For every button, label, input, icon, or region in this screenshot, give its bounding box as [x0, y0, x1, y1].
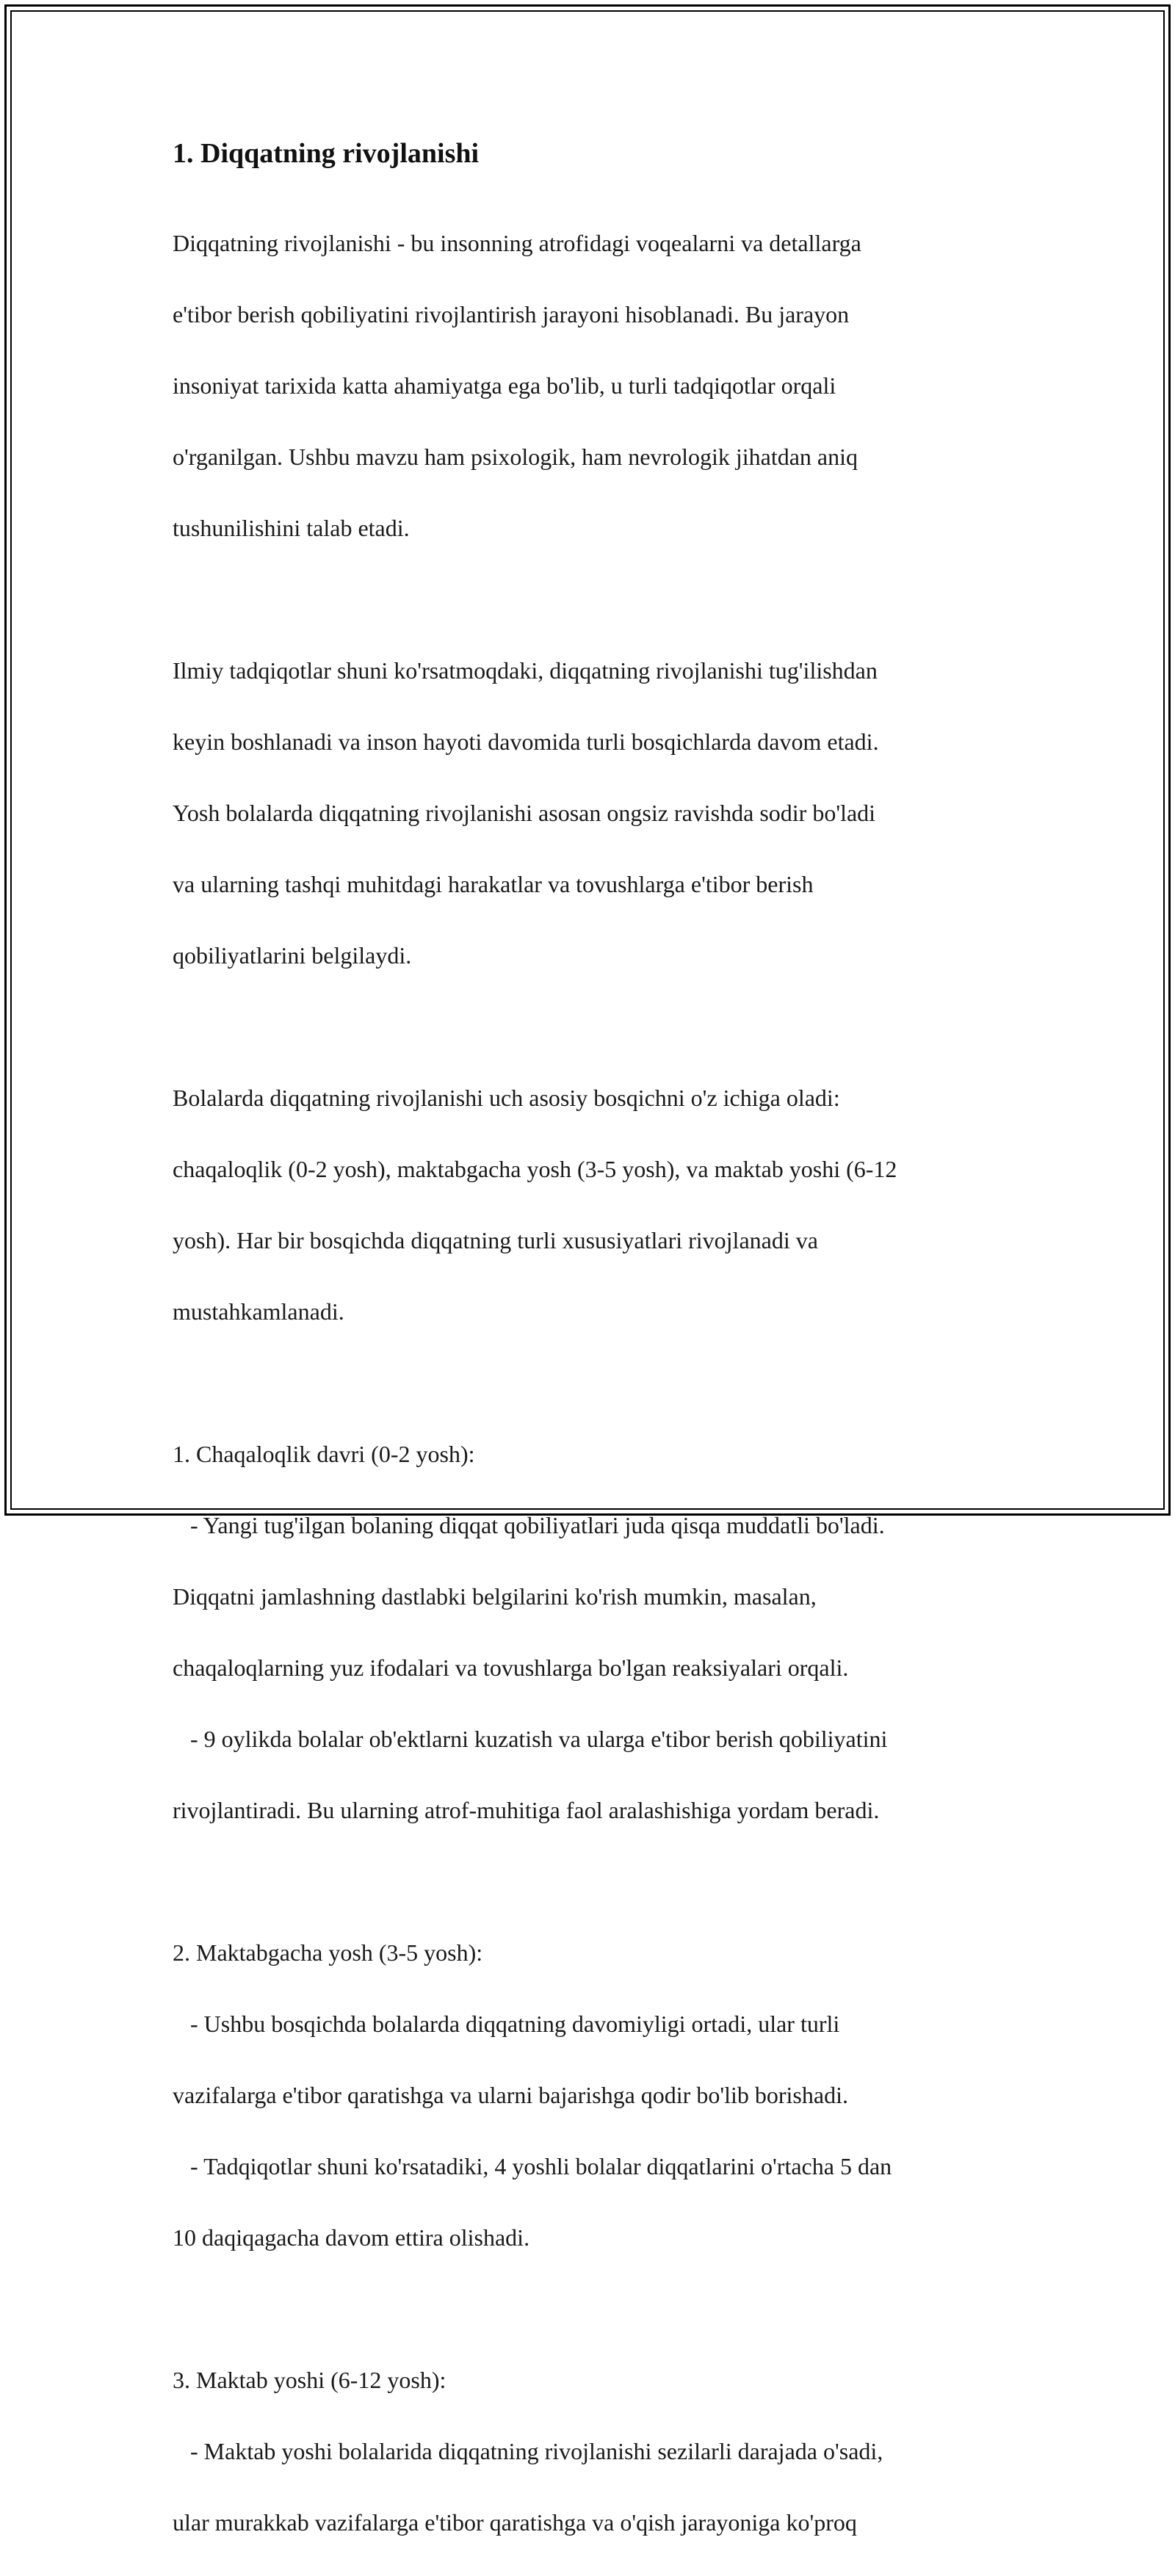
text-line: 10 daqiqagacha davom ettira olishadi. — [173, 2224, 530, 2251]
section-heading: 1. Diqqatning rivojlanishi — [173, 138, 480, 169]
text-line: - Tadqiqotlar shuni ko'rsatadiki, 4 yoshli bolalar diqqatlarini o'rtacha 5 dan — [173, 2152, 892, 2179]
text-line: Yosh bolalarda diqqatning rivojlanishi asosan ongsiz ravishda sodir bo'ladi — [173, 799, 876, 826]
text-line: va ularning tashqi muhitdagi harakatlar va tovushlarga e'tibor berish — [173, 870, 814, 897]
text-line: Diqqatni jamlashning dastlabki belgilarini ko'rish mumkin, masalan, — [173, 1582, 817, 1610]
text-line: rivojlantiradi. Bu ularning atrof-muhitiga faol aralashishiga yordam beradi. — [173, 1796, 880, 1823]
text-line: chaqaloqlarning yuz ifodalari va tovushlarga bo'lgan reaksiyalari orqali. — [173, 1654, 849, 1681]
text-line: Ilmiy tadqiqotlar shuni ko'rsatmoqdaki, diqqatning rivojlanishi tug'ilishdan — [173, 656, 878, 684]
text-line: keyin boshlanadi va inson hayoti davomida turli bosqichlarda davom etadi. — [173, 728, 879, 755]
text-line: Bolalarda diqqatning rivojlanishi uch asosiy bosqichni o'z ichiga oladi: — [173, 1084, 840, 1111]
text-line: ular murakkab vazifalarga e'tibor qaratishga va o'qish jarayoniga ko'proq — [173, 2508, 857, 2536]
text-line: tushunilishini talab etadi. — [173, 514, 410, 541]
paragraph-research — [173, 617, 1017, 1009]
text-line: qobiliyatlarini belgilaydi. — [173, 941, 412, 969]
text-line: insoniyat tarixida katta ahamiyatga ega bo'lib, u turli tadqiqotlar orqali — [173, 372, 836, 399]
list-item-school — [173, 2326, 1017, 2576]
text-line: e'tibor berish qobiliyatini rivojlantirish jarayoni hisoblanadi. Bu jarayon — [173, 300, 850, 328]
text-line: yosh). Har bir bosqichda diqqatning turli xususiyatlari rivojlanadi va — [173, 1226, 818, 1253]
list-item-title: 2. Maktabgacha yosh (3-5 yosh): — [173, 1939, 483, 1966]
text-line: Diqqatning rivojlanishi - bu insonning atrofidagi voqealarni va detallarga — [173, 229, 861, 256]
text-line: o'rganilgan. Ushbu mavzu ham psixologik, ham nevrologik jihatdan aniq — [173, 443, 858, 470]
document-body — [173, 136, 1017, 2576]
text-line: - Maktab yoshi bolalarida diqqatning rivojlanishi sezilarli darajada o'sadi, — [173, 2437, 883, 2464]
list-item-infancy — [173, 1400, 1017, 1864]
list-item-title: 3. Maktab yoshi (6-12 yosh): — [173, 2366, 446, 2393]
text-line: mustahkamlanadi. — [173, 1298, 344, 1325]
text-line: - Ushbu bosqichda bolalarda diqqatning davomiyligi ortadi, ular turli — [173, 2010, 840, 2037]
text-line: chaqaloqlik (0-2 yosh), maktabgacha yosh (3-5 yosh), va maktab yoshi (6-12 — [173, 1155, 897, 1182]
list-item-title: 1. Chaqaloqlik davri (0-2 yosh): — [173, 1440, 475, 1467]
list-item-preschool — [173, 1899, 1017, 2291]
paragraph-stages — [173, 1044, 1017, 1365]
text-line: - 9 oylikda bolalar ob'ektlarni kuzatish va ularga e'tibor berish qobiliyatini — [173, 1725, 888, 1752]
text-line: - Yangi tug'ilgan bolaning diqqat qobiliyatlari juda qisqa muddatli bo'ladi. — [173, 1511, 885, 1538]
paragraph-intro — [173, 189, 1017, 582]
text-line: vazifalarga e'tibor qaratishga va ularni bajarishga qodir bo'lib borishadi. — [173, 2081, 848, 2108]
